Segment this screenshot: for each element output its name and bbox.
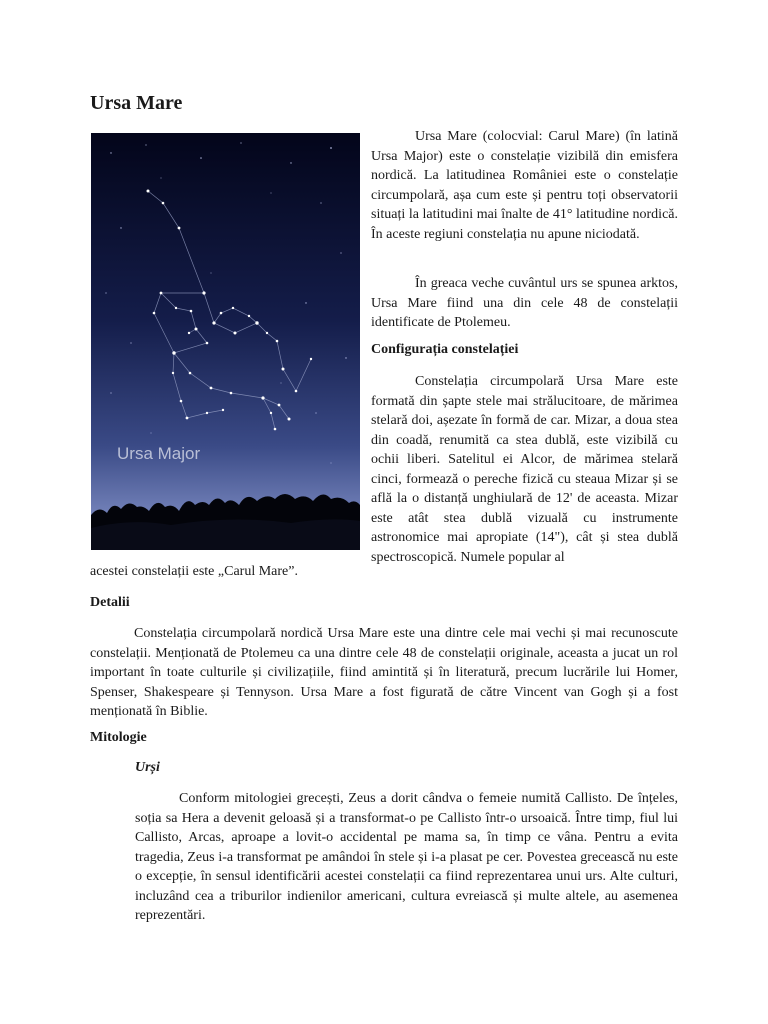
page-title: Ursa Mare (90, 92, 183, 114)
image-caption: Ursa Major (117, 444, 201, 463)
mythology-paragraph: Conform mitologiei grecești, Zeus a dorit cândva o femeie numită Callisto. De înțeles, soția sa Hera a devenit geloasă și a transformat-o pe Callisto într-o ursoaică. Între timp, fiul lui Callisto, Arcas, aproape a lovit-o accidental pe mama sa, în timp ce vâna. Pentru a evita tragedia, Zeus i-a transformat pe amândoi în stele și i-a plasat pe cer. Povestea grecească nu este o excepție, în sensul identificării acestei constelații ca fiind reprezentarea unui urs. Alte culturi, incluzând cea a triburilor indienilor americani, cultura evreiască și multe altele, au asemenea reprezentări. (135, 791, 678, 923)
config-heading: Configurația constelației (371, 342, 519, 357)
greek-paragraph: În greaca veche cuvântul urs se spunea arktos, Ursa Mare fiind una din cele 48 de constelații identificate de Ptolemeu. (371, 276, 678, 330)
config-paragraph: Constelația circumpolară Ursa Mare este formată din șapte stele mai strălucitoare, de mărimea stelară doi, așezate în formă de car. Mizar, a doua stea din coadă, renumită ca stea dublă, este vizibilă cu ochii liberi. Satelitul ei Alcor, de mărimea stelară cinci, formează o pereche fizică cu steaua Mizar și se află la o distanță unghiulară de 12' de aceasta. Mizar este atât stea dublă vizuală cu instrumente astronomice mai apropiate (14"), cât și stea dublă spectroscopică. Numele popular al (371, 374, 678, 565)
ursa-major-photo (91, 133, 360, 550)
bears-subheading: Urși (135, 760, 160, 775)
details-heading: Detalii (90, 595, 130, 610)
mythology-heading: Mitologie (90, 730, 147, 745)
config-paragraph-tail: acestei constelații este „Carul Mare”. (90, 564, 298, 579)
details-paragraph: Constelația circumpolară nordică Ursa Mare este una dintre cele mai vechi și mai recunoscute constelații. Menționată de Ptolemeu ca una dintre cele 48 de constelații originale, aceasta a jucat un rol important în toate culturile și civilizațiile, fiind amintită și în literatură, precum lucrările lui Homer, Spenser, Shakespeare și Tennyson. Ursa Mare a fost figurată de către Vincent van Gogh și a fost menționată în Biblie. (90, 626, 678, 719)
intro-paragraph: Ursa Mare (colocvial: Carul Mare) (în latină Ursa Major) este o constelație vizibilă din emisfera nordică. La latitudinea României este o constelație circumpolară, așa cum este și pentru toți observatorii situați la latitudini mai înalte de 41° latitudine nordică. În aceste regiuni constelația nu apune niciodată. (371, 129, 678, 242)
